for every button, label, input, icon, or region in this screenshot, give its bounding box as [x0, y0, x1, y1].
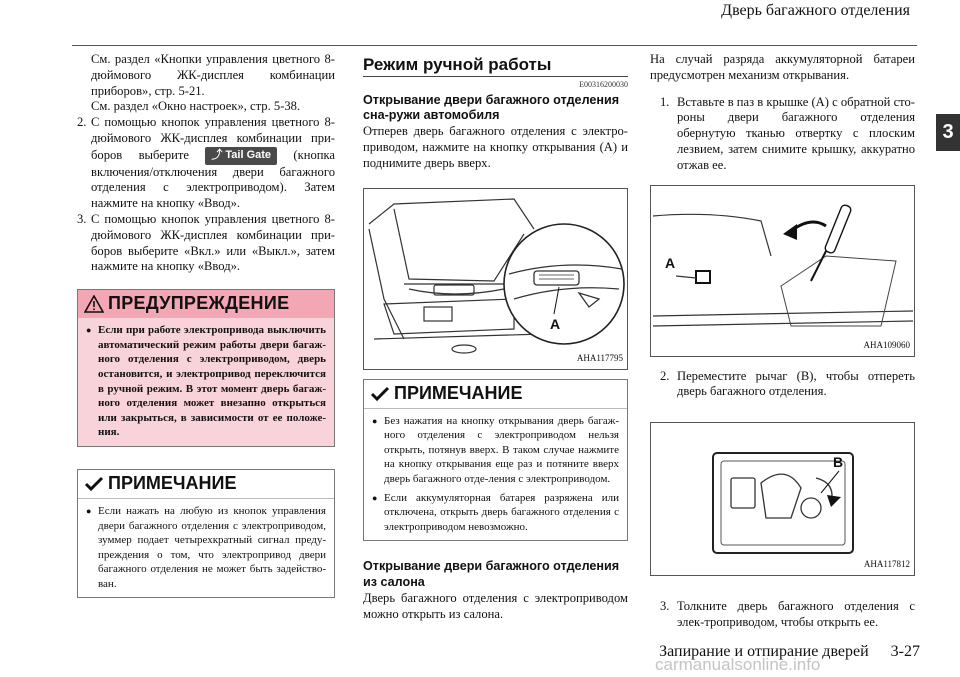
note-box: [363, 379, 628, 542]
note-header: [364, 380, 627, 409]
step-2: [650, 369, 915, 401]
page-header-title: Дверь багажного отделения: [721, 2, 910, 19]
lever-illustration: [651, 423, 914, 575]
note-title: ПРИМЕЧАНИЕ: [108, 473, 237, 493]
step-1: [650, 95, 915, 174]
step-number: 1.: [660, 94, 670, 109]
note-header: [78, 470, 334, 499]
watermark[interactable]: carmanualsonline.info: [655, 655, 821, 674]
step-number: 2.: [660, 368, 670, 383]
tail-gate-label: Tail Gate: [225, 148, 272, 161]
callout-a: A: [665, 254, 676, 271]
column-middle: [363, 52, 628, 623]
note-item: ● Без нажатия на кнопку открывания дверь багаж-ного отделения с электроприводом нельзя открыть, потянув вверх. В таком случае нажмите на кнопку открывания еще раз и потяните вверх дверь багажного отде-ления с электроприводом.: [384, 414, 619, 487]
figure-cover-removal: [650, 185, 915, 357]
step-3: [650, 599, 915, 631]
step-text: Толкните дверь багажного отделения с элек-троприводом, чтобы открыть ее.: [677, 599, 915, 629]
page-number: 3-27: [890, 643, 920, 660]
warning-header: [78, 290, 334, 318]
warning-item: ● Если при работе электропривода выключить автоматический режим работы двери багаж-ного отделения с электроприводом, дверь остановится, и электропривод переключится в ручной режим. В этот момент дверь багаж-ного отделения может внезапно открыться или закрыться, в зависимости от ее положе-ния.: [98, 323, 326, 440]
section-title: Режим ручной работы: [363, 55, 552, 74]
note-title: ПРИМЕЧАНИЕ: [394, 382, 523, 403]
warning-body: [78, 318, 334, 446]
figure-caption: AHA117795: [576, 352, 623, 363]
tail-gate-menu-icon: ⤴ Tail Gate: [205, 147, 277, 165]
warning-triangle-icon: [84, 295, 104, 313]
continued-text-ref: См. раздел «Окно настроек», стр. 5-38.: [91, 99, 301, 114]
paragraph: Дверь багажного отделения с электроприводом можно открыть из салона.: [363, 590, 628, 621]
check-mark-icon: [84, 476, 104, 492]
note-box: [77, 469, 335, 599]
step-text-cont: (кнопка включения/отключения двери багажного отделения с электроприводом). Затем нажмите на кнопку «Ввод».: [91, 147, 336, 211]
warning-box: [77, 289, 335, 447]
tailgate-illustration: [364, 189, 627, 369]
note-item: ● Если аккумуляторная батарея разряжена или отключена, открыть дверь багажного отделения с электроприводом невозможно.: [384, 491, 619, 535]
step-2: [77, 115, 335, 212]
step-number: 2.: [77, 115, 87, 130]
warning-title: ПРЕДУПРЕЖДЕНИЕ: [108, 293, 290, 314]
section-code: E00316200030: [579, 79, 628, 89]
step-number: 3.: [77, 211, 87, 226]
note-item: ● Если нажать на любую из кнопок управления двери багажного отделения с электроприводом, зуммер подает четырехкратный сигнал преду-преждения о том, что электропривод двери багажного отделения не может быть задейство-ван.: [98, 504, 326, 592]
note-body: [364, 409, 627, 541]
header-divider: [72, 45, 917, 46]
subsection-title: Открывание двери багажного отделения сна-ружи автомобиля: [363, 92, 620, 123]
chapter-tab: 3: [936, 114, 960, 151]
note-body: [78, 499, 334, 598]
step-3: [77, 212, 335, 275]
step-number: 3.: [660, 599, 670, 614]
figure-tailgate-button: [363, 188, 628, 370]
column-left: [77, 52, 335, 598]
step-text: Вставьте в паз в крышке (А) с обратной сто-роны двери багажного отделения обернутую тканью отвертку с плоским лезвием, затем снимите крышку, аккуратно отжав ее.: [677, 94, 915, 172]
subsection-title: Открывание двери багажного отделения из салона: [363, 559, 620, 590]
step-text: С помощью кнопок управления цветного 8-дюймового ЖК-дисплея комбинации при-боров выберите «Вкл.» или «Выкл.», затем нажмите на кнопку «Ввод».: [91, 211, 335, 274]
figure-lever: [650, 422, 915, 576]
step-text: Переместите рычаг (В), чтобы отпереть дверь багажного отделения.: [677, 368, 915, 399]
cover-removal-illustration: [651, 186, 914, 356]
figure-caption: AHA117812: [863, 559, 910, 570]
step-text: С помощью кнопок управления цветного 8-дюймового ЖК-дисплея комбинации при-боров выберите: [91, 115, 335, 162]
callout-b: B: [833, 454, 844, 471]
check-mark-icon: [370, 386, 390, 402]
continued-text: См. раздел «Кнопки управления цветного 8-дюймового ЖК-дисплея комбинации приборов», стр. 5-21.: [91, 52, 335, 98]
paragraph: Отперев дверь багажного отделения с электро-приводом, нажмите на кнопку открывания (А) и поднимите дверь вверх.: [363, 124, 628, 170]
column-right: [650, 52, 915, 631]
figure-caption: AHA109060: [863, 339, 910, 350]
footer-section: Запирание и отпирание дверей: [659, 643, 869, 660]
paragraph: На случай разряда аккумуляторной батареи предусмотрен механизм открывания.: [650, 52, 915, 82]
callout-a: A: [550, 315, 561, 332]
